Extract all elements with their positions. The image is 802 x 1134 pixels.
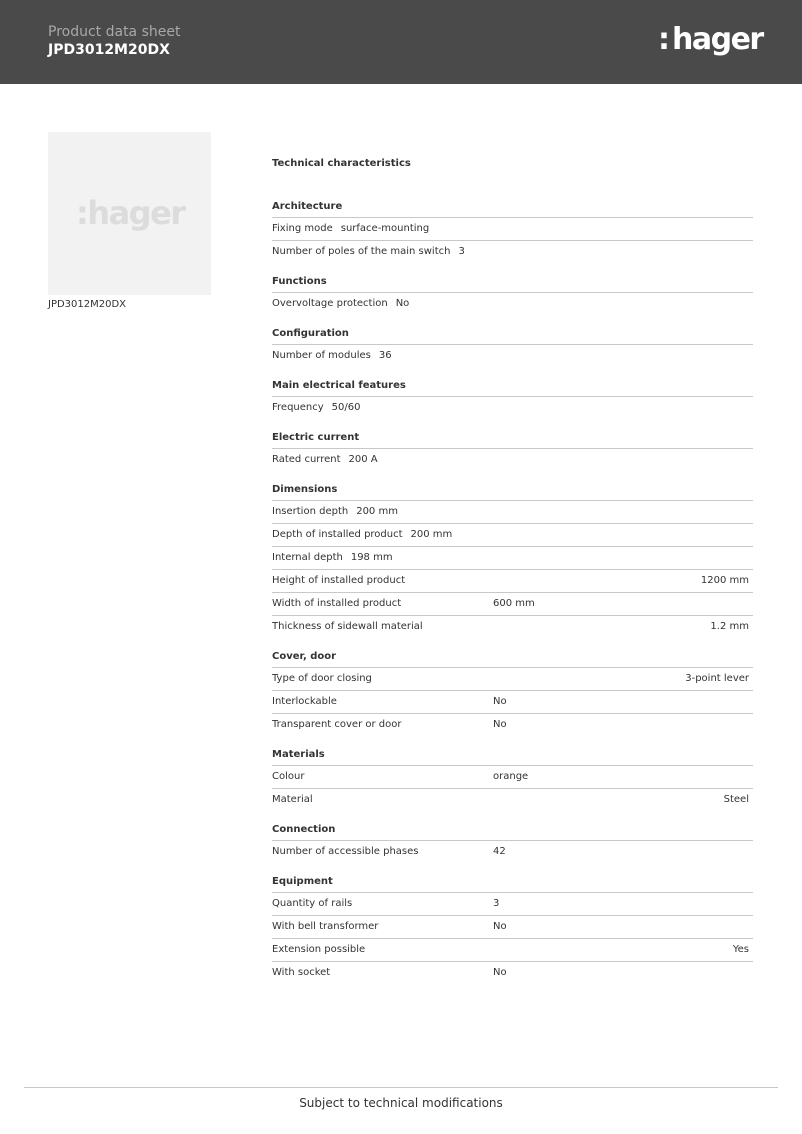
spec-value: Yes <box>732 944 749 955</box>
section-title: Cover, door <box>272 644 753 668</box>
spec-label: With bell transformer <box>272 921 379 932</box>
spec-label: Fixing mode <box>272 223 333 234</box>
spec-label: Material <box>272 794 313 805</box>
spec-row <box>272 714 753 736</box>
spec-value: 200 mm <box>410 529 453 540</box>
technical-characteristics <box>272 158 753 984</box>
spec-row <box>272 691 753 714</box>
footer-divider <box>24 1087 778 1088</box>
section-title: Materials <box>272 742 753 766</box>
section-title: Dimensions <box>272 477 753 501</box>
spec-value: No <box>493 719 507 730</box>
section-title: Equipment <box>272 869 753 893</box>
spec-value: No <box>493 967 507 978</box>
spec-value: 42 <box>493 846 506 857</box>
spec-value: 200 A <box>348 454 378 465</box>
spec-row <box>272 397 753 419</box>
spec-value: orange <box>493 771 529 782</box>
header-subtitle: Product data sheet <box>48 24 181 40</box>
spec-value: No <box>493 921 507 932</box>
hager-logo <box>658 22 763 58</box>
spec-label: Number of modules <box>272 350 371 361</box>
spec-row <box>272 841 753 863</box>
spec-row <box>272 501 753 524</box>
spec-row <box>272 893 753 916</box>
spec-row <box>272 593 753 616</box>
spec-label: Thickness of sidewall material <box>272 621 423 632</box>
spec-row <box>272 668 753 691</box>
section-title: Configuration <box>272 321 753 345</box>
spec-label: Insertion depth <box>272 506 349 517</box>
spec-value: 198 mm <box>350 552 393 563</box>
section-title: Functions <box>272 269 753 293</box>
footer-note: Subject to technical modifications <box>299 1096 503 1110</box>
spec-row <box>272 345 753 367</box>
spec-row <box>272 241 753 263</box>
product-image-caption: JPD3012M20DX <box>48 299 127 310</box>
section <box>272 869 753 984</box>
spec-label: Number of poles of the main switch <box>272 246 451 257</box>
spec-value: No <box>493 696 507 707</box>
spec-value: 1200 mm <box>700 575 749 586</box>
spec-label: Extension possible <box>272 944 366 955</box>
spec-row <box>272 218 753 241</box>
spec-value: 1.2 mm <box>710 621 749 632</box>
section <box>272 817 753 863</box>
section <box>272 373 753 419</box>
spec-row <box>272 962 753 984</box>
spec-value: 200 mm <box>356 506 398 517</box>
section-title: Connection <box>272 817 753 841</box>
spec-value: 50/60 <box>331 402 361 413</box>
logo-colon: : <box>658 22 670 57</box>
spec-value: 36 <box>378 350 392 361</box>
spec-row <box>272 616 753 638</box>
spec-label: Depth of installed product <box>272 529 403 540</box>
header-product-code: JPD3012M20DX <box>48 42 170 58</box>
section <box>272 644 753 736</box>
spec-value: 3 <box>493 898 500 909</box>
spec-value: No <box>395 298 410 309</box>
section <box>272 269 753 315</box>
spec-label: Internal depth <box>272 552 343 563</box>
spec-label: Width of installed product <box>272 598 402 609</box>
section-title: Main electrical features <box>272 373 753 397</box>
section <box>272 321 753 367</box>
spec-label: Overvoltage protection <box>272 298 388 309</box>
section-title: Electric current <box>272 425 753 449</box>
page-header <box>0 0 802 84</box>
spec-row <box>272 939 753 962</box>
spec-row <box>272 789 753 811</box>
spec-label: Height of installed product <box>272 575 406 586</box>
spec-label: Quantity of rails <box>272 898 353 909</box>
spec-row <box>272 547 753 570</box>
logo-text: hager <box>672 22 763 57</box>
spec-row <box>272 766 753 789</box>
spec-row <box>272 570 753 593</box>
spec-value: 3-point lever <box>685 673 749 684</box>
spec-value: 600 mm <box>493 598 535 609</box>
product-image-placeholder <box>48 132 211 295</box>
spec-label: Type of door closing <box>272 673 372 684</box>
spec-label: Number of accessible phases <box>272 846 419 857</box>
sections-container <box>272 194 753 984</box>
spec-label: Transparent cover or door <box>272 719 402 730</box>
placeholder-logo: :hager <box>76 194 185 232</box>
spec-row <box>272 916 753 939</box>
spec-label: With socket <box>272 967 331 978</box>
section <box>272 742 753 811</box>
spec-label: Colour <box>272 771 305 782</box>
spec-value: Steel <box>723 794 749 805</box>
section <box>272 477 753 638</box>
spec-row <box>272 449 753 471</box>
section-title: Architecture <box>272 194 753 218</box>
section <box>272 425 753 471</box>
spec-value: 3 <box>458 246 465 257</box>
spec-label: Rated current <box>272 454 341 465</box>
section <box>272 194 753 263</box>
spec-label: Interlockable <box>272 696 337 707</box>
spec-row <box>272 524 753 547</box>
spec-row <box>272 293 753 315</box>
spec-value: surface-mounting <box>340 223 430 234</box>
main-heading: Technical characteristics <box>272 158 411 169</box>
spec-label: Frequency <box>272 402 324 413</box>
